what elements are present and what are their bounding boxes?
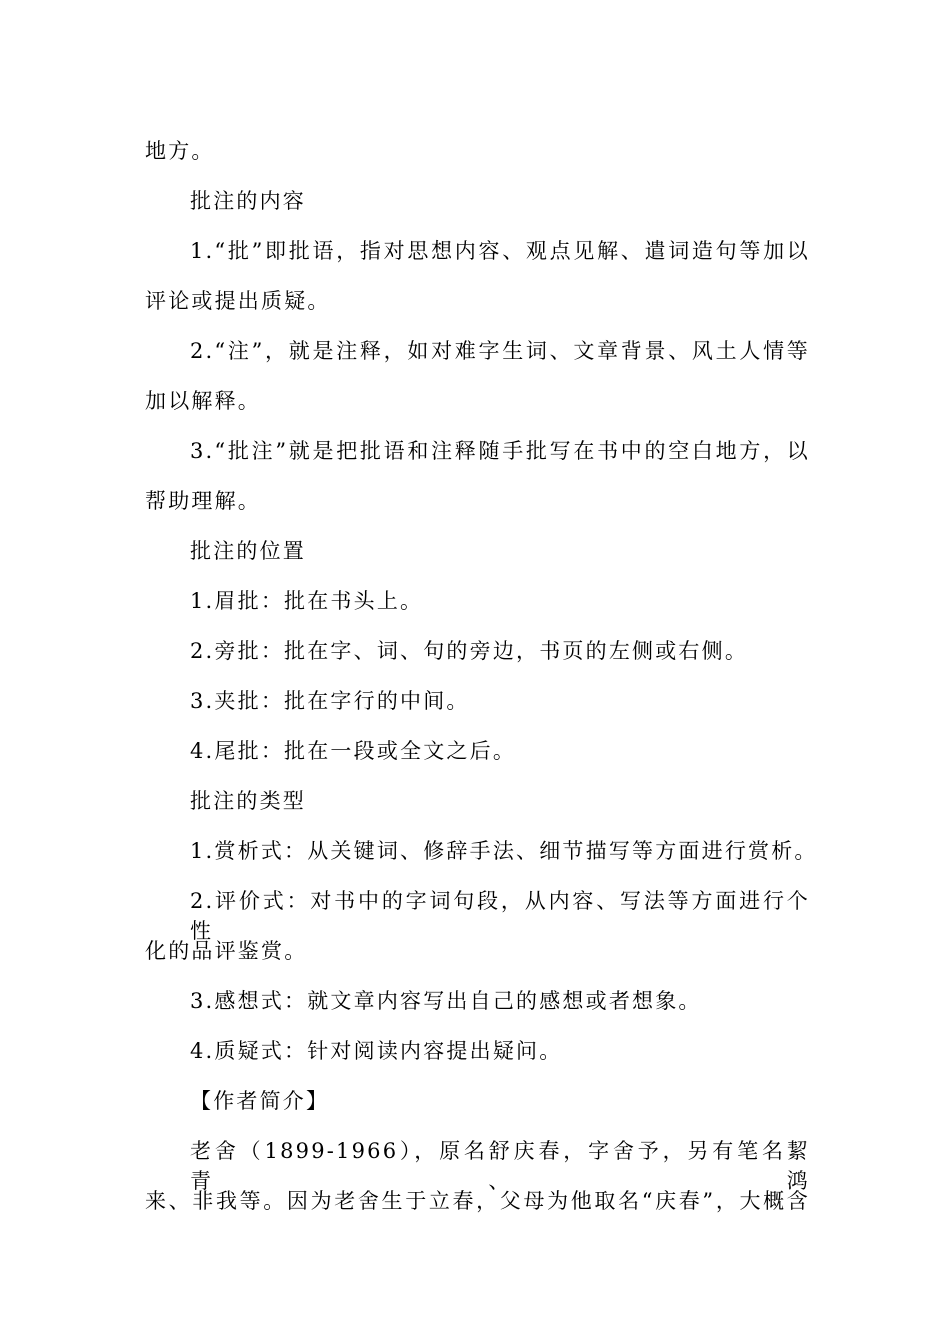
list-item: 1.眉批：批在书头上。: [190, 589, 424, 613]
paragraph-line: 老舍（1899-1966），原名舒庆春，字舍予，另有笔名絜青、鸿: [190, 1139, 810, 1193]
section-heading-content: 批注的内容: [190, 189, 306, 213]
list-item: 2.旁批：批在字、词、句的旁边，书页的左侧或右侧。: [190, 639, 749, 663]
paragraph-line: 加以解释。: [145, 389, 261, 413]
paragraph-line: 1.“批”即批语，指对思想内容、观点见解、遣词造句等加以: [190, 239, 810, 263]
paragraph-line: 2.“注”，就是注释，如对难字生词、文章背景、风土人情等: [190, 339, 810, 363]
section-heading-author: 【作者简介】: [190, 1089, 330, 1113]
paragraph-line: 帮助理解。: [145, 489, 261, 513]
paragraph-line: 评论或提出质疑。: [145, 289, 331, 313]
paragraph-line: 来、非我等。因为老舍生于立春，父母为他取名“庆春”，大概含: [145, 1189, 810, 1213]
paragraph-line: 3.“批注”就是把批语和注释随手批写在书中的空白地方，以: [190, 439, 810, 463]
paragraph-line: 化的品评鉴赏。: [145, 939, 308, 963]
list-item: 1.赏析式：从关键词、修辞手法、细节描写等方面进行赏析。: [190, 839, 818, 863]
list-item: 4.质疑式：针对阅读内容提出疑问。: [190, 1039, 563, 1063]
paragraph-line: 地方。: [145, 139, 215, 163]
list-item: 4.尾批：批在一段或全文之后。: [190, 739, 517, 763]
list-item: 3.夹批：批在字行的中间。: [190, 689, 470, 713]
list-item: 2.评价式：对书中的字词句段，从内容、写法等方面进行个性: [190, 889, 810, 943]
list-item: 3.感想式：就文章内容写出自己的感想或者想象。: [190, 989, 702, 1013]
section-heading-position: 批注的位置: [190, 539, 306, 563]
section-heading-types: 批注的类型: [190, 789, 306, 813]
